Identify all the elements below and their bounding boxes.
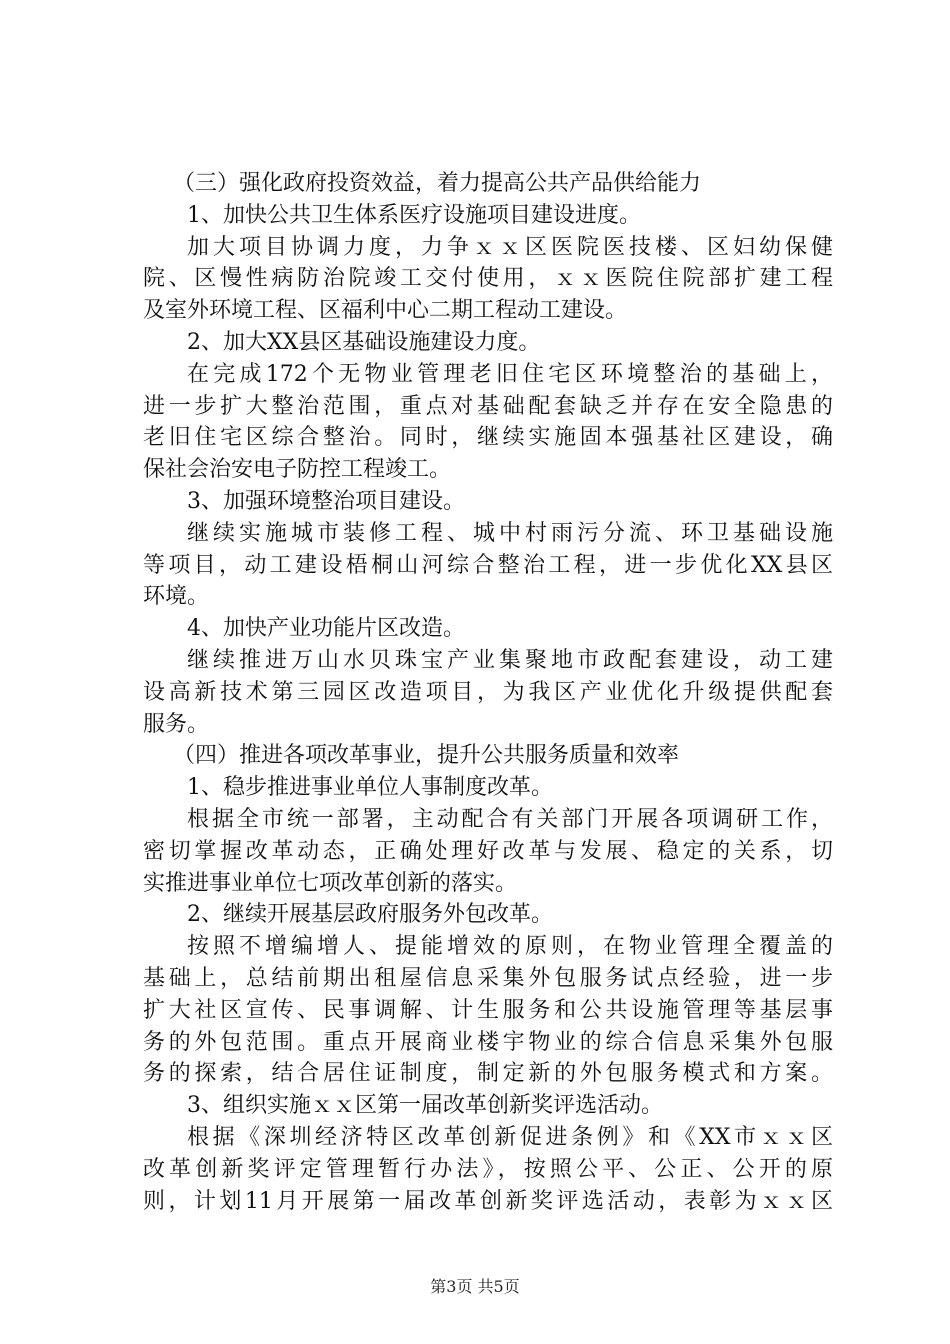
text-line: 密切掌握改革动态，正确处理好改革与发展、稳定的关系，切 xyxy=(143,838,833,864)
text-line: 基础上，总结前期出租屋信息采集外包服务试点经验，进一步 xyxy=(143,965,833,991)
text-line: 务的探索，结合居住证制度，制定新的外包服务模式和方案。 xyxy=(143,1061,833,1087)
text-line: 设高新技术第三园区改造项目，为我区产业优化升级提供配套 xyxy=(143,679,833,705)
text-line: 环境。 xyxy=(143,584,210,610)
text-line: 等项目，动工建设梧桐山河综合整治工程，进一步优化XX县区 xyxy=(143,552,833,578)
text-line: 1、稳步推进事业单位人事制度改革。 xyxy=(187,775,553,801)
text-line: 3、加强环境整治项目建设。 xyxy=(187,488,465,514)
text-line: 继续推进万山水贝珠宝产业集聚地市政配套建设，动工建 xyxy=(187,647,833,673)
text-line: 扩大社区宣传、民事调解、计生服务和公共设施管理等基层事 xyxy=(143,997,833,1023)
text-line: 在完成172个无物业管理老旧住宅区环境整治的基础上， xyxy=(187,361,833,387)
text-line: 2、加大XX县区基础设施建设力度。 xyxy=(187,329,541,355)
text-line: 服务。 xyxy=(143,711,210,737)
text-line: 2、继续开展基层政府服务外包改革。 xyxy=(187,902,553,928)
text-line: 4、加快产业功能片区改造。 xyxy=(187,616,465,642)
text-line: （三）强化政府投资效益，着力提高公共产品供给能力 xyxy=(173,171,702,196)
text-line: 老旧住宅区综合整治。同时，继续实施固本强基社区建设，确 xyxy=(143,425,833,451)
text-line: 进一步扩大整治范围，重点对基础配套缺乏并存在安全隐患的 xyxy=(143,393,833,419)
text-line: 按照不增编增人、提能增效的原则，在物业管理全覆盖的 xyxy=(187,934,833,960)
text-line: 改革创新奖评定管理暂行办法》，按照公平、公正、公开的原 xyxy=(143,1156,833,1182)
document-body xyxy=(143,168,833,1217)
text-line: 根据《深圳经济特区改革创新促进条例》和《XX市ｘｘ区 xyxy=(187,1124,833,1150)
text-line: 根据全市统一部署，主动配合有关部门开展各项调研工作， xyxy=(187,806,833,832)
text-line: （四）推进各项改革事业，提升公共服务质量和效率 xyxy=(173,743,680,769)
text-line: 继续实施城市装修工程、城中村雨污分流、环卫基础设施 xyxy=(187,520,833,546)
text-line: 及室外环境工程、区福利中心二期工程动工建设。 xyxy=(143,298,628,324)
text-line: 则，计划11月开展第一届改革创新奖评选活动，表彰为ｘｘ区 xyxy=(143,1188,833,1214)
text-line: 务的外包范围。重点开展商业楼宇物业的综合信息采集外包服 xyxy=(143,1029,833,1055)
text-line: 实推进事业单位七项改革创新的落实。 xyxy=(143,870,518,896)
text-line: 3、组织实施ｘｘ区第一届改革创新奖评选活动。 xyxy=(187,1093,663,1119)
text-line: 院、区慢性病防治院竣工交付使用，ｘｘ医院住院部扩建工程 xyxy=(143,266,833,292)
text-line: 加大项目协调力度，力争ｘｘ区医院医技楼、区妇幼保健 xyxy=(187,234,833,260)
text-line: 保社会治安电子防控工程竣工。 xyxy=(143,457,452,483)
text-line: 1、加快公共卫生体系医疗设施项目建设进度。 xyxy=(187,202,641,228)
page-footer: 第3页 共5页 xyxy=(430,1277,520,1296)
